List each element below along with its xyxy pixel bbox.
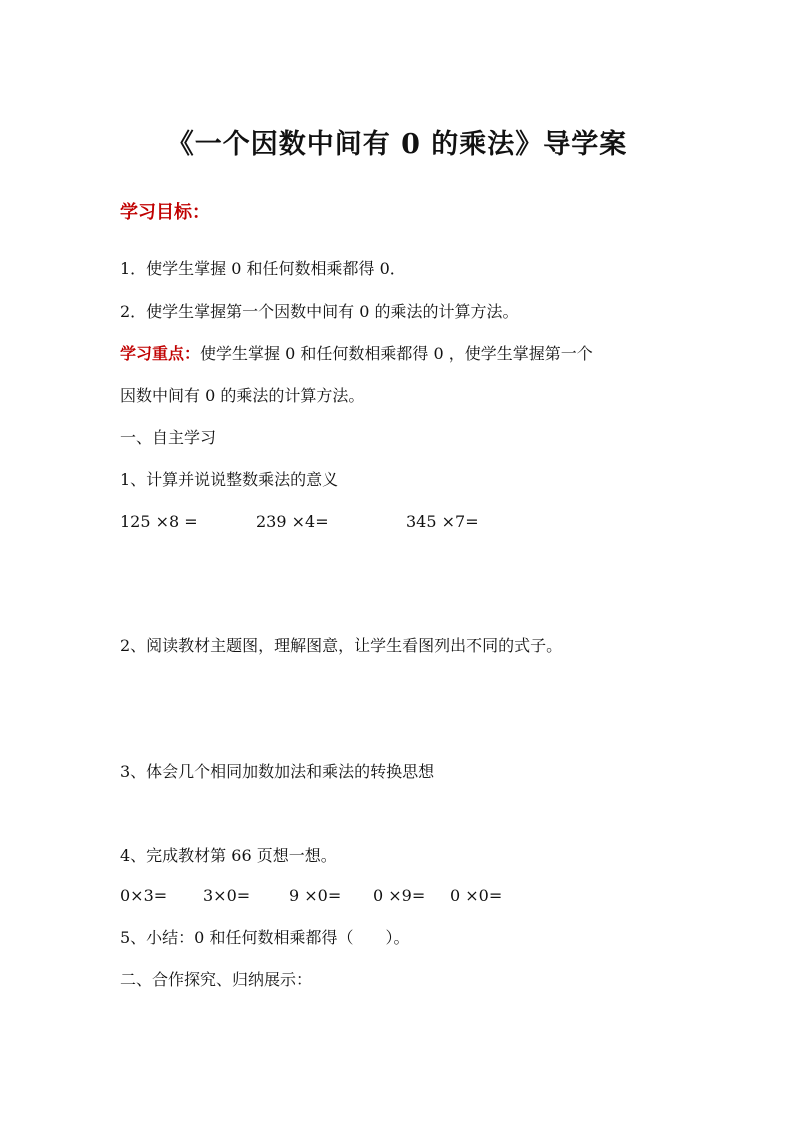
question-3: 3、体会几个相同加数加法和乘法的转换思想 (120, 762, 435, 781)
goal-item-2: 2．使学生掌握第一个因数中间有 0 的乘法的计算方法。 (120, 302, 519, 321)
equation-2: 239 ×4= (256, 512, 329, 531)
learning-goals-heading: 学习目标： (120, 202, 210, 223)
equation-3: 345 ×7= (406, 512, 479, 531)
key-points-text-1: 使学生掌握 0 和任何数相乘都得 0 ，使学生掌握第一个 (200, 344, 593, 363)
equation-8: 0 ×0= (450, 886, 503, 905)
equation-5: 3×0= (203, 886, 251, 905)
equation-6: 9 ×0= (289, 886, 342, 905)
section2-heading: 二、合作探究、归纳展示： (120, 970, 313, 989)
question-5: 5、小结：0 和任何数相乘都得（ ）。 (120, 928, 410, 947)
key-points-heading: 学习重点： (120, 344, 201, 363)
goal-item-1: 1．使学生掌握 0 和任何数相乘都得 0． (120, 259, 406, 278)
question-2: 2、阅读教材主题图，理解图意，让学生看图列出不同的式子。 (120, 636, 563, 655)
key-points-line-1 (120, 344, 593, 364)
section1-heading: 一、自主学习 (120, 428, 217, 447)
equation-7: 0 ×9= (373, 886, 426, 905)
question-4: 4、完成教材第 66 页想一想。 (120, 846, 337, 865)
key-points-line-2: 因数中间有 0 的乘法的计算方法。 (120, 386, 365, 405)
equation-1: 125 ×8 = (120, 512, 198, 531)
page-title: 《一个因数中间有 0 的乘法》导学案 (166, 129, 628, 160)
question-1: 1、计算并说说整数乘法的意义 (120, 470, 339, 489)
equation-4: 0×3= (120, 886, 168, 905)
